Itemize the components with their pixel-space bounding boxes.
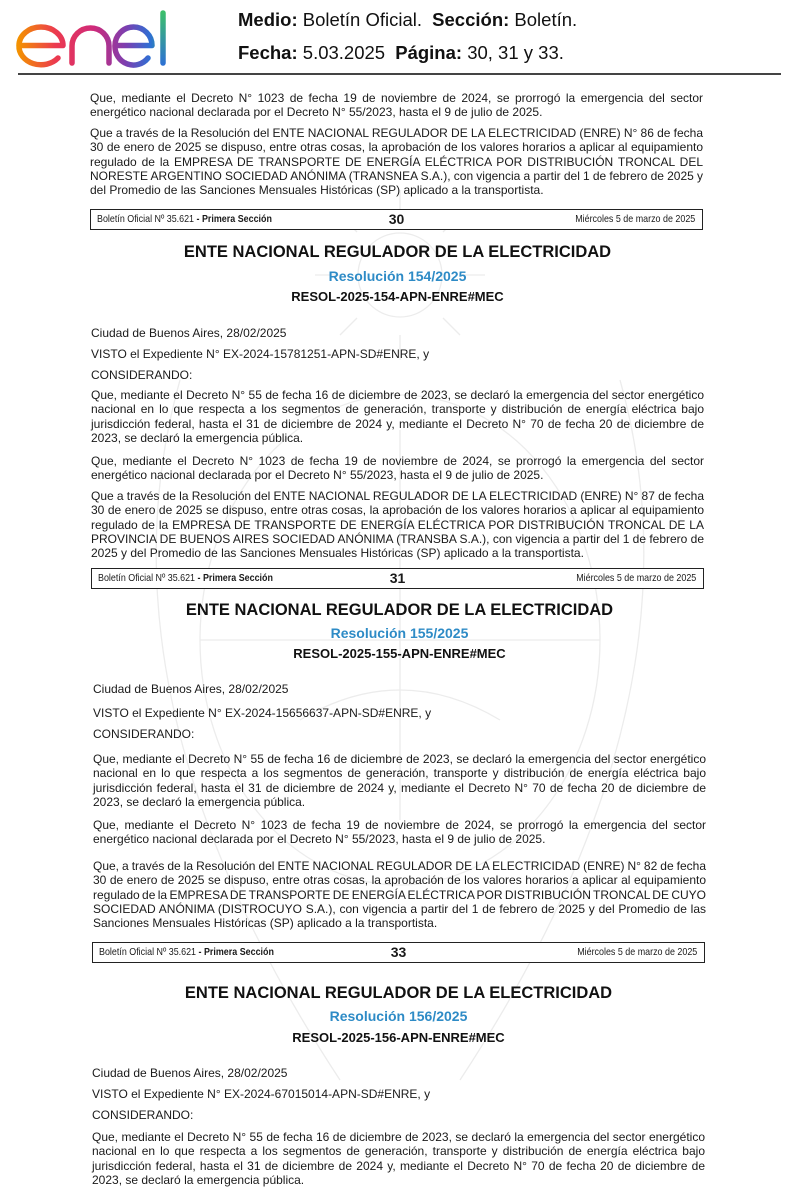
text-line: regulado de la EMPRESA DE TRANSPORTE DE ENERGÍA ELÉCTRICA POR DISTRIBUCIÓN TRONCAL DE LA: [91, 517, 704, 532]
text-line: energético nacional declarada por el Decreto N° 55/2023, hasta el 9 de julio de 2025.: [91, 468, 544, 483]
text-line: 2023, se declaró la emergencia pública.: [93, 794, 306, 809]
fecha-label: Fecha:: [238, 42, 298, 63]
text-line: energético nacional declarada por el Decreto N° 55/2023, hasta el 9 de julio de 2025.: [90, 105, 543, 120]
logo-letter-n: [72, 28, 109, 63]
resolution-title: Resolución 156/2025: [329, 1008, 468, 1024]
resolution-title: Resolución 155/2025: [330, 625, 469, 641]
text-line: SOCIEDAD ANÓNIMA (DISTROCUYO S.A.), con vigencia a partir del 1 de febrero de 2025 y del Promedio de las: [93, 901, 706, 916]
text-line: Sanciones Mensuales Históricas (SP) aplicado a la transportista.: [93, 916, 438, 930]
logo-letter-e2: [115, 27, 152, 65]
text-line: Que, a través de la Resolución del ENTE NACIONAL REGULADOR DE LA ELECTRICIDAD (ENRE) N° 82 de fecha: [93, 859, 706, 873]
text-line: 30 de enero de 2025 se dispuso, entre otras cosas, la aprobación de los valores horarios a aplicar al equipamiento: [93, 873, 706, 888]
visto-line: VISTO el Expediente N° EX-2024-15781251-APN-SD#ENRE, y: [91, 347, 430, 361]
text-line: del Promedio de las Sanciones Mensuales Históricas (SP) aplicado a la transportista.: [90, 183, 544, 197]
visto-line: VISTO el Expediente N° EX-2024-15656637-APN-SD#ENRE, y: [93, 706, 432, 720]
text-line: 30 de enero de 2025 se dispuso, entre otras cosas, la aprobación de los valores horarios a aplicar al equipamiento: [90, 140, 703, 155]
text-line: jurisdicción federal, hasta el 31 de diciembre de 2024 y, mediante el Decreto N° 70 de fecha 20 de diciembre de: [91, 416, 704, 431]
footer-date: Miércoles 5 de marzo de 2025: [576, 946, 697, 958]
page-footer: [90, 209, 703, 230]
paragraph: [93, 859, 706, 930]
footer-section: - Primera Sección: [198, 946, 274, 958]
text-line: nacional en lo que respecta a los segmentos de generación, transporte y distribución de energía eléctrica bajo: [91, 402, 704, 417]
footer-publication-number: Boletín Oficial Nº 35.621: [98, 572, 196, 584]
paragraph: [93, 752, 706, 809]
paragraph: [90, 91, 703, 120]
considerando-heading: CONSIDERANDO:: [93, 727, 195, 741]
considerando-heading: CONSIDERANDO:: [91, 368, 193, 382]
footer-section: - Primera Sección: [197, 572, 273, 584]
paragraph: [93, 818, 706, 847]
text-line: NORESTE ARGENTINO SOCIEDAD ANÓNIMA (TRANSNEA S.A.), con vigencia a partir del 1 de febrero de 2025 y: [90, 168, 703, 183]
text-line: 2023, se declaró la emergencia pública.: [92, 1172, 305, 1187]
pagina-label: Página:: [395, 42, 463, 63]
place-date: Ciudad de Buenos Aires, 28/02/2025: [93, 682, 289, 696]
text-line: 2025 y del Promedio de las Sanciones Mensuales Históricas (SP) aplicado a la transportista.: [91, 546, 584, 560]
text-line: Que, mediante el Decreto N° 55 de fecha 16 de diciembre de 2023, se declaró la emergencia del sector energético: [91, 388, 704, 402]
footer-section: - Primera Sección: [196, 213, 272, 225]
page-footer: [92, 942, 705, 963]
resolution-code: RESOL-2025-155-APN-ENRE#MEC: [293, 646, 506, 661]
enel-logo: [0, 0, 180, 72]
text-line: Que, mediante el Decreto N° 1023 de fecha 19 de noviembre de 2024, se prorrogó la emergencia del sector: [90, 91, 703, 105]
text-line: Que, mediante el Decreto N° 1023 de fecha 19 de noviembre de 2024, se prorrogó la emergencia del sector: [91, 454, 704, 468]
text-line: jurisdicción federal, hasta el 31 de diciembre de 2024 y, mediante el Decreto N° 70 de fecha 20 de diciembre de: [93, 780, 706, 795]
text-line: 2023, se declaró la emergencia pública.: [91, 430, 304, 445]
medio-label: Medio:: [238, 9, 298, 30]
place-date: Ciudad de Buenos Aires, 28/02/2025: [91, 326, 287, 340]
logo-letter-e: [19, 27, 63, 65]
paragraph: [92, 1130, 705, 1187]
paragraph: [91, 454, 704, 483]
resolution-code: RESOL-2025-154-APN-ENRE#MEC: [291, 289, 504, 304]
visto-line: VISTO el Expediente N° EX-2024-67015014-APN-SD#ENRE, y: [92, 1087, 431, 1101]
medio-value: Boletín Oficial.: [302, 9, 423, 30]
text-line: regulado de la EMPRESA DE TRANSPORTE DE ENERGÍA ELÉCTRICA POR DISTRIBUCIÓN TRONCAL DEL: [90, 154, 703, 169]
footer-page-number: 33: [390, 944, 407, 960]
footer-date: Miércoles 5 de marzo de 2025: [575, 572, 696, 584]
text-line: PROVINCIA DE BUENOS AIRES SOCIEDAD ANÓNIMA (TRANSBA S.A.), con vigencia a partir del 1 de febrero de: [91, 531, 704, 546]
header-media-line: [238, 8, 577, 32]
place-date: Ciudad de Buenos Aires, 28/02/2025: [92, 1066, 288, 1080]
seccion-value: Boletín.: [514, 9, 578, 30]
text-line: Que, mediante el Decreto N° 1023 de fecha 19 de noviembre de 2024, se prorrogó la emergencia del sector: [93, 818, 706, 832]
footer-page-number: 31: [389, 570, 406, 586]
text-line: nacional en lo que respecta a los segmentos de generación, transporte y distribución de energía eléctrica bajo: [92, 1144, 705, 1159]
agency-heading: ENTE NACIONAL REGULADOR DE LA ELECTRICIDAD: [183, 243, 612, 261]
text-line: nacional en lo que respecta a los segmentos de generación, transporte y distribución de energía eléctrica bajo: [93, 766, 706, 781]
agency-heading: ENTE NACIONAL REGULADOR DE LA ELECTRICIDAD: [184, 984, 613, 1002]
text-line: regulado de la EMPRESA DE TRANSPORTE DE ENERGÍA ELÉCTRICA POR DISTRIBUCIÓN TRONCAL DE CUYO: [93, 887, 706, 902]
footer-publication-number: Boletín Oficial Nº 35.621: [97, 213, 195, 225]
considerando-heading: CONSIDERANDO:: [92, 1108, 194, 1122]
text-line: Que a través de la Resolución del ENTE NACIONAL REGULADOR DE LA ELECTRICIDAD (ENRE) N° 86 de fecha: [90, 126, 703, 140]
text-line: energético nacional declarada por el Decreto N° 55/2023, hasta el 9 de julio de 2025.: [93, 832, 546, 847]
text-line: Que, mediante el Decreto N° 55 de fecha 16 de diciembre de 2023, se declaró la emergencia del sector energético: [93, 752, 706, 766]
paragraph: [91, 388, 704, 445]
paragraph: [91, 489, 704, 560]
footer-page-number: 30: [388, 211, 405, 227]
pagina-value: 30, 31 y 33.: [467, 42, 564, 63]
header-divider: [18, 73, 781, 75]
text-line: Que, mediante el Decreto N° 55 de fecha 16 de diciembre de 2023, se declaró la emergencia del sector energético: [92, 1130, 705, 1144]
fecha-value: 5.03.2025: [302, 42, 386, 63]
footer-date: Miércoles 5 de marzo de 2025: [574, 213, 695, 225]
text-line: jurisdicción federal, hasta el 31 de diciembre de 2024 y, mediante el Decreto N° 70 de fecha 20 de diciembre de: [92, 1158, 705, 1173]
seccion-label: Sección:: [432, 9, 510, 30]
header-date-line: [238, 41, 564, 65]
paragraph: [90, 126, 703, 197]
resolution-title: Resolución 154/2025: [328, 268, 467, 284]
text-line: Que a través de la Resolución del ENTE NACIONAL REGULADOR DE LA ELECTRICIDAD (ENRE) N° 87 de fecha: [91, 489, 704, 503]
agency-heading: ENTE NACIONAL REGULADOR DE LA ELECTRICIDAD: [185, 601, 614, 619]
text-line: 30 de enero de 2025 se dispuso, entre otras cosas, la aprobación de los valores horarios a aplicar al equipamiento: [91, 503, 704, 518]
resolution-code: RESOL-2025-156-APN-ENRE#MEC: [292, 1030, 505, 1045]
page-footer: [91, 568, 704, 589]
footer-publication-number: Boletín Oficial Nº 35.621: [99, 946, 197, 958]
